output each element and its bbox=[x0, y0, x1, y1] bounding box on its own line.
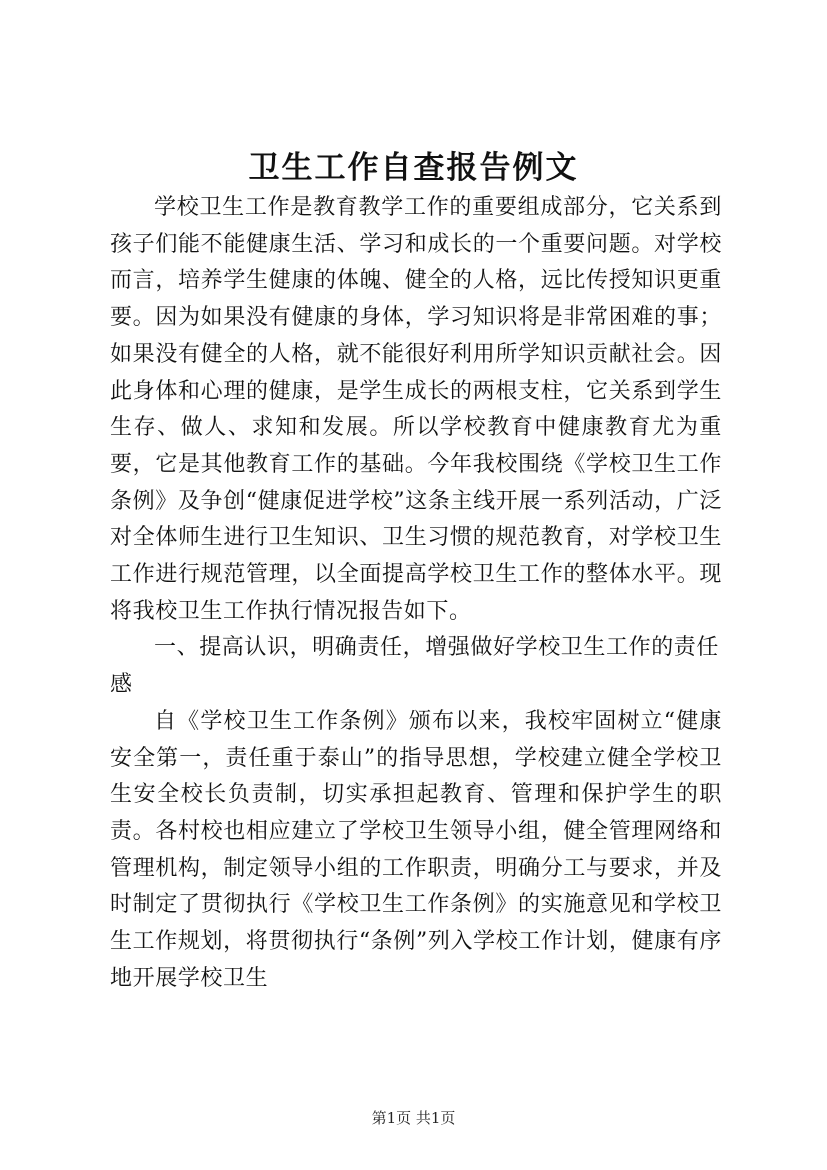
intro-paragraph: 学校卫生工作是教育教学工作的重要组成部分，它关系到孩子们能不能健康生活、学习和成长的一个重要问题。对学校而言，培养学生健康的体魄、健全的人格，远比传授知识更重要。因为如果没有健康的身体，学习知识将是非常困难的事；如果没有健全的人格，就不能很好利用所学知识贡献社会。因此身体和心理的健康，是学生成长的两根支柱，它关系到学生生存、做人、求知和发展。所以学校教育中健康教育尤为重要，它是其他教育工作的基础。今年我校围绕《学校卫生工作条例》及争创“健康促进学校”这条主线开展一系列活动，广泛对全体师生进行卫生知识、卫生习惯的规范教育，对学校卫生工作进行规范管理，以全面提高学校卫生工作的整体水平。现将我校卫生工作执行情况报告如下。 bbox=[110, 195, 722, 624]
page-number-label: 第1页 共1页 bbox=[371, 1109, 456, 1127]
section-paragraph: 自《学校卫生工作条例》颁布以来，我校牢固树立“健康安全第一，责任重于泰山”的指导思想，学校建立健全学校卫生安全校长负责制，切实承担起教育、管理和保护学生的职责。各村校也相应建立了学校卫生领导小组，健全管理网络和管理机构，制定领导小组的工作职责，明确分工与要求，并及时制定了贯彻执行《学校卫生工作条例》的实施意见和学校卫生工作规划，将贯彻执行“条例”列入学校工作计划，健康有序地开展学校卫生 bbox=[110, 708, 722, 991]
document-body bbox=[110, 190, 722, 997]
document-title: 卫生工作自查报告例文 bbox=[248, 150, 579, 186]
section-heading: 一、提高认识，明确责任，增强做好学校卫生工作的责任感 bbox=[110, 635, 720, 698]
page-footer bbox=[0, 1108, 827, 1128]
